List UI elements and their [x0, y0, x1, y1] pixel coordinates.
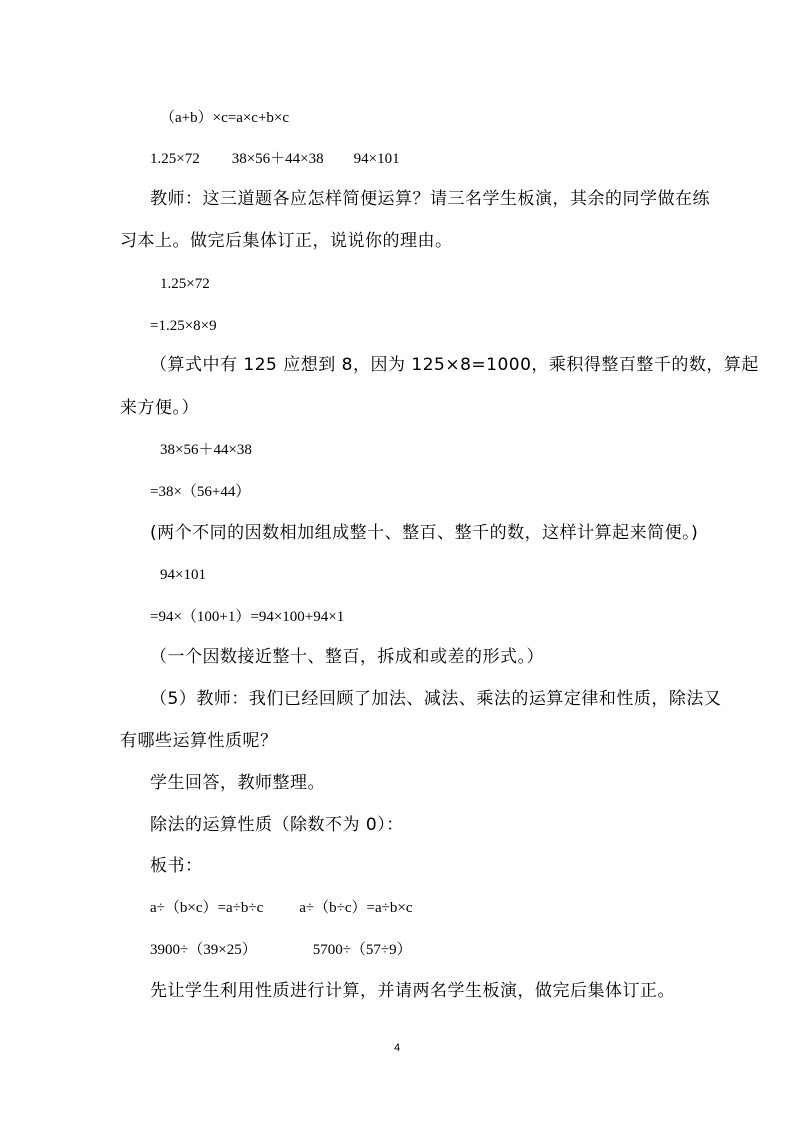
blackboard-label: 板书：	[150, 856, 203, 876]
teacher-division-question-line-2: 有哪些运算性质呢？	[120, 731, 278, 751]
solution-1-explanation-line-1: （算式中有 125 应想到 8，因为 125×8=1000，乘积得整百整千的数，算起	[150, 355, 759, 375]
solution-3-expression: 94×101	[160, 567, 206, 583]
teacher-question-line-2: 习本上。做完后集体订正，说说你的理由。	[120, 231, 453, 251]
teacher-division-question-line-1: （5）教师：我们已经回顾了加法、减法、乘法的运算定律和性质，除法又	[150, 689, 722, 709]
teacher-question-line-1: 教师：这三道题各应怎样简便运算？请三名学生板演，其余的同学做在练	[150, 189, 710, 209]
division-properties-heading: 除法的运算性质（除数不为 0）：	[150, 815, 404, 835]
solution-2-explanation: (两个不同的因数相加组成整十、整百、整千的数，这样计算起来简便。)	[150, 523, 699, 543]
solution-2-step: =38×（56+44）	[150, 484, 251, 500]
exercise-1: 1.25×72	[150, 151, 200, 167]
division-formula-2: a÷（b÷c）=a÷b×c	[299, 900, 413, 916]
division-exercise-1: 3900÷（39×25）	[150, 942, 257, 958]
solution-1-expression: 1.25×72	[160, 276, 210, 292]
closing-instruction: 先让学生利用性质进行计算，并请两名学生板演，做完后集体订正。	[150, 981, 675, 1001]
solution-1-step: =1.25×8×9	[150, 318, 217, 334]
exercise-line	[150, 148, 400, 170]
page-number: 4	[393, 1042, 401, 1054]
division-exercises	[150, 939, 412, 961]
division-formulas	[150, 897, 413, 919]
exercise-2: 38×56＋44×38	[231, 151, 324, 167]
distributive-law-formula: （a+b）×c=a×c+b×c	[160, 110, 290, 126]
student-answer-note: 学生回答，教师整理。	[150, 773, 325, 793]
exercise-3: 94×101	[353, 151, 400, 167]
solution-3-explanation: （一个因数接近整十、整百，拆成和或差的形式。）	[150, 647, 544, 667]
solution-2-expression: 38×56＋44×38	[160, 442, 252, 458]
division-formula-1: a÷（b×c）=a÷b÷c	[150, 900, 264, 916]
solution-1-explanation-line-2: 来方便。）	[120, 398, 199, 418]
solution-3-step: =94×（100+1）=94×100+94×1	[150, 609, 345, 625]
division-exercise-2: 5700÷（57÷9）	[312, 942, 412, 958]
